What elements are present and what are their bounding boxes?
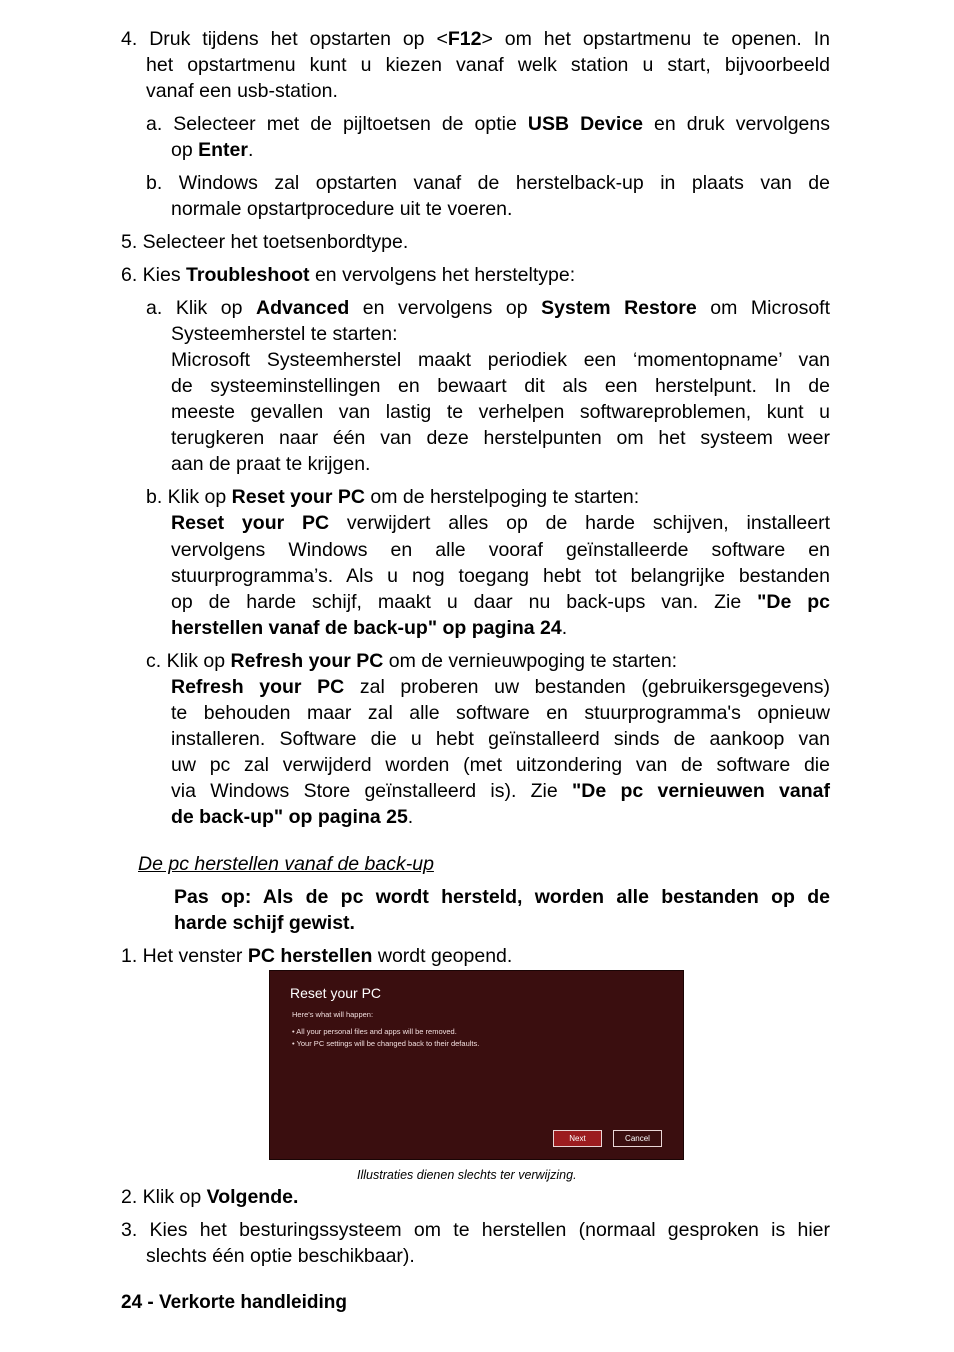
dialog-bullet-1: • All your personal files and apps will be removed. xyxy=(292,1027,457,1036)
step-4b-line-2: normale opstartprocedure uit te voeren. xyxy=(171,198,513,220)
step-6a-line-3: Microsoft Systeemherstel maakt periodiek een ‘momentopname’ van xyxy=(171,349,830,371)
step-4-line-3: vanaf een usb-station. xyxy=(146,80,338,102)
section-heading: De pc herstellen vanaf de back-up xyxy=(138,853,434,875)
next-button[interactable]: Next xyxy=(553,1130,602,1147)
step-4b-line-1: b. Windows zal opstarten vanaf de herstelback-up in plaats van de xyxy=(146,172,830,194)
dialog-title: Reset your PC xyxy=(290,985,382,1001)
step-6b-line-2: Reset your PC verwijdert alles op de harde schijven, installeert xyxy=(171,512,830,534)
procedure-step-3-line-1: 3. Kies het besturingssysteem om te herstellen (normaal gesproken is hier xyxy=(121,1219,830,1241)
step-6c-line-7: de back-up" op pagina 25. xyxy=(171,806,414,828)
step-6c-line-3: te behouden maar zal alle software en stuurprogramma's opnieuw xyxy=(171,702,830,724)
step-6c-line-4: installeren. Software die u hebt geïnstalleerd sinds de aankoop van xyxy=(171,728,830,750)
step-6: 6. Kies Troubleshoot en vervolgens het hersteltype: xyxy=(121,264,576,286)
step-6a-line-4: de systeeminstellingen en bewaart dit als een herstelpunt. In de xyxy=(171,375,830,397)
step-6c-line-2: Refresh your PC zal proberen uw bestanden (gebruikersgegevens) xyxy=(171,676,831,698)
step-4a-line-1: a. Selecteer met de pijltoetsen de optie USB Device en druk vervolgens xyxy=(146,113,830,135)
step-6a-line-5: meeste gevallen van lastig te verhelpen softwareproblemen, kunt u xyxy=(171,401,830,423)
step-6b-line-6: herstellen vanaf de back-up" op pagina 24. xyxy=(171,617,568,639)
step-6b-line-5: op de harde schijf, maakt u daar nu back-ups van. Zie "De pc xyxy=(171,591,830,613)
procedure-step-3-line-2: slechts één optie beschikbaar). xyxy=(146,1245,415,1267)
step-6a-line-7: aan de praat te krijgen. xyxy=(171,453,371,475)
step-6b-line-3: vervolgens Windows en alle vooraf geïnstalleerde software en xyxy=(171,539,830,561)
step-4-line-2: het opstartmenu kunt u kiezen vanaf welk station u start, bijvoorbeeld xyxy=(146,54,830,76)
step-6a-line-6: terugkeren naar één van deze herstelpunten om het systeem weer xyxy=(171,427,830,449)
step-5: 5. Selecteer het toetsenbordtype. xyxy=(121,231,409,253)
cancel-button[interactable]: Cancel xyxy=(613,1130,662,1147)
step-4-line-1: 4. Druk tijdens het opstarten op <F12> om het opstartmenu te openen. In xyxy=(121,28,830,50)
page-footer: 24 - Verkorte handleiding xyxy=(121,1292,347,1313)
warning-line-1: Pas op: Als de pc wordt hersteld, worden alle bestanden op de xyxy=(174,886,830,908)
step-6c-line-1: c. Klik op Refresh your PC om de vernieuwpoging te starten: xyxy=(146,650,678,672)
reset-pc-dialog-screenshot xyxy=(269,970,684,1160)
procedure-step-1: 1. Het venster PC herstellen wordt geopend. xyxy=(121,945,513,967)
procedure-step-2: 2. Klik op Volgende. xyxy=(121,1186,299,1208)
dialog-subtitle: Here's what will happen: xyxy=(292,1010,374,1019)
step-6a-line-1: a. Klik op Advanced en vervolgens op System Restore om Microsoft xyxy=(146,297,830,319)
figure-caption: Illustraties dienen slechts ter verwijzing. xyxy=(357,1168,577,1182)
step-6a-line-2: Systeemherstel te starten: xyxy=(171,323,398,345)
step-6c-line-5: uw pc zal verwijderd worden (met uitzondering van de software die xyxy=(171,754,830,776)
step-6b-line-4: stuurprogramma’s. Als u nog toegang hebt tot belangrijke bestanden xyxy=(171,565,830,587)
warning-line-2: harde schijf gewist. xyxy=(174,912,355,934)
step-6b-line-1: b. Klik op Reset your PC om de herstelpoging te starten: xyxy=(146,486,640,508)
step-4a-line-2: op Enter. xyxy=(171,139,254,161)
step-6c-line-6: via Windows Store geïnstalleerd is). Zie "De pc vernieuwen vanaf xyxy=(171,780,830,802)
dialog-bullet-2: • Your PC settings will be changed back to their defaults. xyxy=(292,1039,480,1048)
